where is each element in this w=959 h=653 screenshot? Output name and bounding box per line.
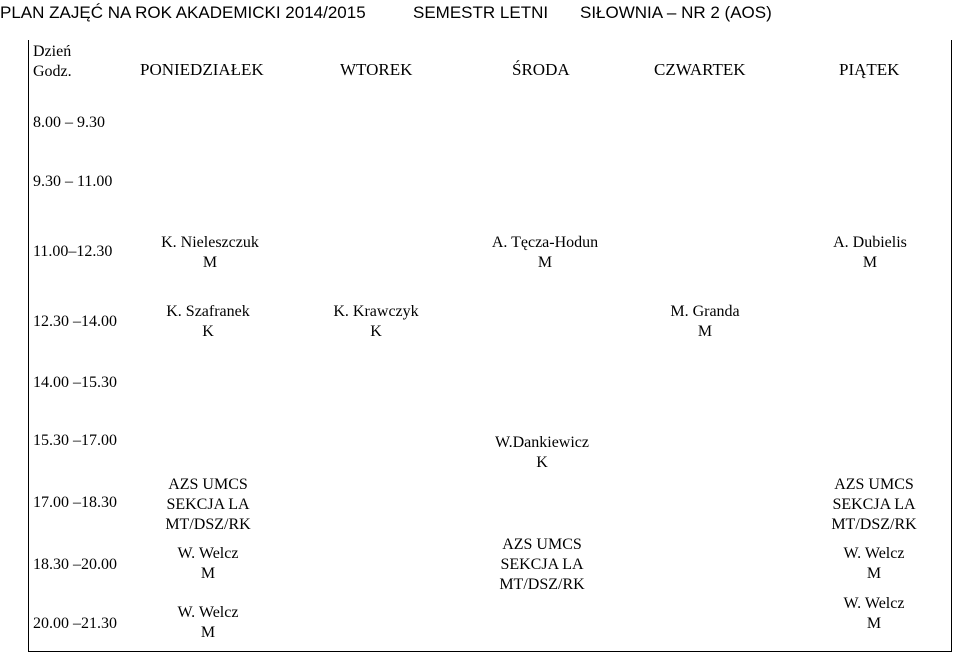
entry-mon-1830: W. Welcz M [177,545,239,582]
time-slot: 17.00 –18.30 [33,494,117,511]
time-slot: 9.30 – 11.00 [33,173,113,190]
time-slot: 8.00 – 9.30 [33,114,105,131]
time-slot: 11.00–12.30 [33,243,113,260]
entry-mon-1230: K. Szafranek K [166,303,250,340]
entry-wed-1100: A. Tęcza-Hodun M [491,234,599,271]
time-slot: 15.30 –17.00 [33,432,117,449]
entry-fri-1700: AZS UMCS SEKCJA LA MT/DSZ/RK [831,476,917,533]
corner-header: Dzień Godz. [33,43,72,80]
title-silownia: SIŁOWNIA – NR 2 (AOS) [580,3,772,22]
entry-fri-1100: A. Dubielis M [833,234,907,271]
entry-mon-1100: K. Nieleszczuk M [161,234,259,271]
time-slot: 20.00 –21.30 [33,615,117,632]
day-header-fri: PIĄTEK [839,60,900,79]
entry-mon-2000: W. Welcz M [177,604,239,641]
entry-fri-1830: W. Welcz M [843,545,905,582]
title-plan: PLAN ZAJĘĆ NA ROK AKADEMICKI 2014/2015 [0,3,366,22]
time-slot: 12.30 –14.00 [33,313,117,330]
entry-wed-1230: M. Granda M [670,303,740,340]
entry-tue-1230: K. Krawczyk K [333,303,419,340]
time-slot: 14.00 –15.30 [33,374,117,391]
day-header-tue: WTOREK [340,60,413,79]
entry-fri-2000: W. Welcz M [843,595,905,632]
entry-wed-1830: AZS UMCS SEKCJA LA MT/DSZ/RK [499,536,585,593]
entry-mon-1700: AZS UMCS SEKCJA LA MT/DSZ/RK [165,476,251,533]
title-semestr: SEMESTR LETNI [413,3,549,22]
day-header-mon: PONIEDZIAŁEK [140,60,264,79]
time-slot: 18.30 –20.00 [33,556,117,573]
page-title [0,3,959,25]
entry-wed-1530: W.Dankiewicz K [494,434,590,471]
day-header-wed: ŚRODA [512,60,570,79]
day-header-thu: CZWARTEK [654,60,746,79]
